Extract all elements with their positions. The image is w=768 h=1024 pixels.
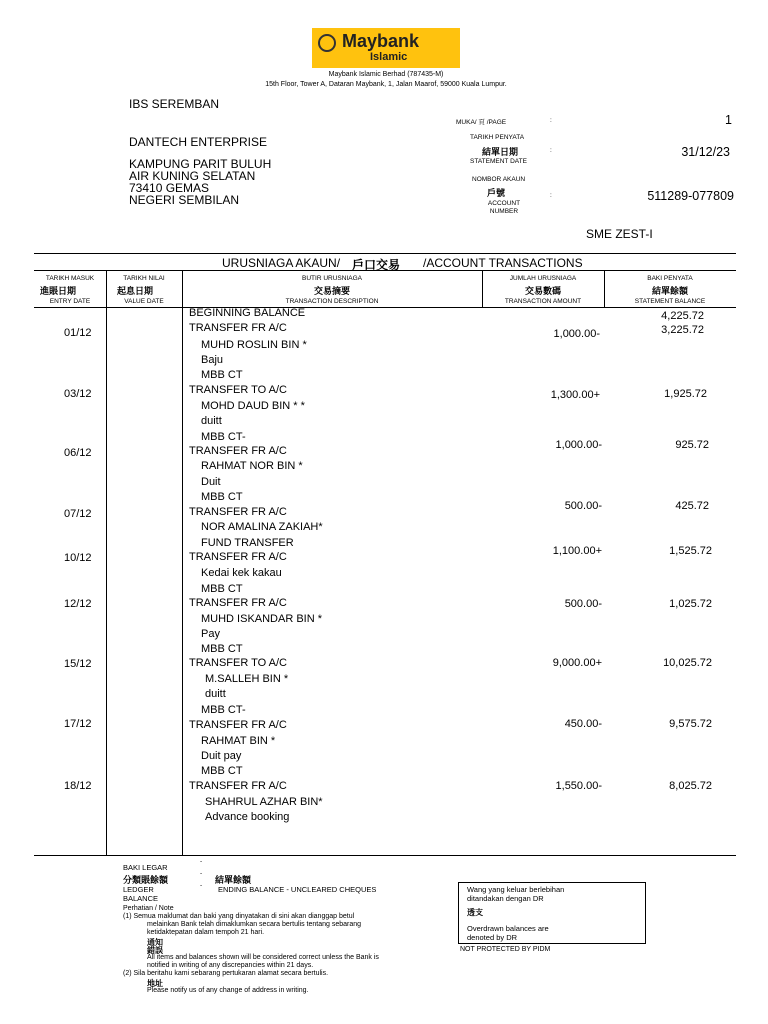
col-desc-ms: BUTIR URUSNIAGA bbox=[302, 275, 362, 282]
row-detail: RAHMAT NOR BIN * bbox=[201, 460, 303, 472]
col-amount-ms: JUMLAH URUSNIAGA bbox=[509, 275, 577, 282]
row-detail: MUHD ROSLIN BIN * bbox=[201, 339, 307, 351]
row-desc: TRANSFER FR A/C bbox=[189, 551, 287, 563]
account-label-en: ACCOUNT NUMBER bbox=[487, 200, 521, 215]
dash: - bbox=[200, 858, 203, 865]
ending-label-cn: 結單餘額 bbox=[215, 875, 252, 885]
bank-legal-name: Maybank Islamic Berhad (787435-M) bbox=[328, 71, 444, 78]
section-title-left: URUSNIAGA AKAUN/ bbox=[222, 256, 341, 270]
col-balance-en: STATEMENT BALANCE bbox=[634, 298, 706, 305]
statement-date-label-ms: TARIKH PENYATA bbox=[470, 134, 525, 141]
row-detail: Pay bbox=[201, 628, 220, 640]
column-rule bbox=[34, 307, 736, 308]
row-date: 10/12 bbox=[64, 552, 92, 564]
row-date: 15/12 bbox=[64, 658, 92, 670]
col-amount-cn: 交易數碼 bbox=[524, 286, 561, 296]
col-balance-cn: 結單餘額 bbox=[651, 286, 688, 296]
row-balance: 1,525.72 bbox=[669, 545, 712, 557]
col-desc-en: TRANSACTION DESCRIPTION bbox=[285, 298, 379, 305]
row-detail: NOR AMALINA ZAKIAH* bbox=[201, 521, 323, 533]
row-desc: TRANSFER TO A/C bbox=[189, 657, 288, 669]
row-desc: TRANSFER FR A/C bbox=[189, 445, 287, 457]
row-balance: 8,025.72 bbox=[669, 780, 712, 792]
row-detail: MUHD ISKANDAR BIN * bbox=[201, 613, 323, 625]
brand-sub: Islamic bbox=[370, 51, 408, 63]
header-rule bbox=[34, 270, 736, 271]
row-detail: MBB CT- bbox=[201, 704, 246, 716]
box-ms-b: ditandakan dengan DR bbox=[467, 894, 544, 903]
note-1-cn-b: 錯誤 bbox=[147, 946, 163, 955]
branch-name: IBS SEREMBAN bbox=[129, 97, 220, 111]
row-desc: TRANSFER FR A/C bbox=[189, 322, 287, 334]
bottom-rule bbox=[34, 855, 736, 856]
row-detail: MBB CT- bbox=[201, 431, 246, 443]
row-balance: 1,925.72 bbox=[664, 388, 707, 400]
box-en-a: Overdrawn balances are bbox=[467, 924, 549, 933]
brand-name: Maybank bbox=[342, 31, 420, 51]
row-desc: BEGINNING BALANCE bbox=[189, 307, 306, 319]
account-number: 511289-077809 bbox=[647, 189, 734, 203]
ending-balance-label: ENDING BALANCE - UNCLEARED CHEQUES bbox=[218, 885, 377, 894]
row-date: 06/12 bbox=[64, 447, 92, 459]
row-amount: 9,000.00+ bbox=[552, 657, 602, 669]
row-balance: 925.72 bbox=[675, 439, 709, 451]
row-amount: 1,000.00- bbox=[553, 328, 600, 340]
row-desc: TRANSFER FR A/C bbox=[189, 719, 287, 731]
row-date: 07/12 bbox=[64, 508, 92, 520]
row-date: 12/12 bbox=[64, 598, 92, 610]
colon: : bbox=[550, 192, 552, 199]
account-label-cn: 戶號 bbox=[487, 188, 506, 198]
row-detail: Kedai kek kakau bbox=[201, 567, 282, 579]
address-line: AIR KUNING SELATAN bbox=[129, 169, 256, 183]
dash: - bbox=[200, 870, 203, 877]
box-en-b: denoted by DR bbox=[467, 933, 518, 942]
note-2-en: Please notify us of any change of address in writing. bbox=[147, 987, 309, 994]
ledger-label-en: LEDGER bbox=[123, 885, 154, 894]
note-1-ms-a: (1) Semua maklumat dan baki yang dinyatakan di sini akan dianggap betul bbox=[123, 913, 355, 920]
row-detail: Duit pay bbox=[201, 750, 242, 762]
dash: - bbox=[200, 882, 203, 889]
row-date: 18/12 bbox=[64, 780, 92, 792]
row-balance: 10,025.72 bbox=[663, 657, 712, 669]
row-detail: duitt bbox=[201, 415, 222, 427]
bank-address: 15th Floor, Tower A, Dataran Maybank, 1, Jalan Maarof, 59000 Kuala Lumpur. bbox=[265, 81, 507, 88]
row-balance: 425.72 bbox=[675, 500, 709, 512]
col-entry-cn: 進賬日期 bbox=[40, 286, 77, 296]
col-desc-cn: 交易摘要 bbox=[313, 286, 350, 296]
divider bbox=[604, 270, 605, 308]
note-2-ms: (2) Sila beritahu kami sebarang pertukaran alamat secara bertulis. bbox=[123, 970, 329, 977]
pidm-note: NOT PROTECTED BY PIDM bbox=[460, 946, 551, 953]
tiger-icon bbox=[318, 34, 336, 52]
row-detail: MBB CT bbox=[201, 369, 243, 381]
page-number: 1 bbox=[725, 113, 732, 127]
customer-address bbox=[129, 158, 271, 206]
note-2-cn: 地址 bbox=[147, 979, 163, 988]
row-amount: 1,550.00- bbox=[555, 780, 602, 792]
ledger-label-en-2: BALANCE bbox=[123, 894, 159, 903]
box-ms-a: Wang yang keluar berlebihan bbox=[467, 885, 565, 894]
divider bbox=[106, 270, 107, 855]
row-detail: Duit bbox=[201, 476, 221, 488]
row-detail: MBB CT bbox=[201, 583, 243, 595]
divider bbox=[482, 270, 483, 308]
colon: : bbox=[550, 147, 552, 154]
section-title-cn: 戶口交易 bbox=[352, 258, 401, 272]
col-value-en: VALUE DATE bbox=[124, 298, 164, 305]
overdrawn-note-box bbox=[458, 882, 646, 944]
row-desc: TRANSFER FR A/C bbox=[189, 597, 287, 609]
row-date: 03/12 bbox=[64, 388, 92, 400]
row-amount: 450.00- bbox=[564, 718, 602, 730]
row-detail: SHAHRUL AZHAR BIN* bbox=[205, 796, 323, 808]
row-detail: MBB CT bbox=[201, 765, 243, 777]
product-name: SME ZEST-I bbox=[586, 227, 653, 241]
note-1-ms-c: ketidaktepatan dalam tempoh 21 hari. bbox=[147, 929, 265, 936]
address-line: NEGERI SEMBILAN bbox=[129, 193, 240, 207]
col-value-ms: TARIKH NILAI bbox=[123, 275, 165, 282]
address-line: KAMPUNG PARIT BULUH bbox=[129, 157, 272, 171]
row-detail: Advance booking bbox=[205, 811, 290, 823]
row-balance: 3,225.72 bbox=[661, 324, 704, 336]
row-detail: MBB CT bbox=[201, 643, 243, 655]
row-balance: 1,025.72 bbox=[669, 598, 712, 610]
row-desc: TRANSFER FR A/C bbox=[189, 780, 287, 792]
statement-date: 31/12/23 bbox=[681, 145, 730, 159]
note-1-en-b: notified in writing of any discrepancies within 21 days. bbox=[147, 962, 314, 969]
row-detail: M.SALLEH BIN * bbox=[205, 673, 289, 685]
row-date: 01/12 bbox=[64, 327, 92, 339]
row-amount: 1,000.00- bbox=[555, 439, 602, 451]
col-amount-en: TRANSACTION AMOUNT bbox=[504, 298, 582, 305]
row-detail: FUND TRANSFER bbox=[201, 537, 294, 549]
row-detail: MBB CT bbox=[201, 491, 243, 503]
row-detail: duitt bbox=[205, 688, 226, 700]
row-date: 17/12 bbox=[64, 718, 92, 730]
row-amount: 1,100.00+ bbox=[552, 545, 602, 557]
row-balance: 9,575.72 bbox=[669, 718, 712, 730]
row-desc: TRANSFER FR A/C bbox=[189, 506, 287, 518]
maybank-logo bbox=[312, 28, 460, 68]
note-1-ms-b: melainkan Bank telah dimaklumkan secara bertulis tentang sebarang bbox=[147, 921, 362, 928]
box-cn: 透支 bbox=[467, 908, 483, 917]
row-detail: RAHMAT BIN * bbox=[201, 735, 276, 747]
col-entry-ms: TARIKH MASUK bbox=[45, 275, 95, 282]
ledger-label-cn: 分類賬餘額 bbox=[123, 875, 169, 885]
top-rule bbox=[34, 253, 736, 254]
col-balance-ms: BAKI PENYATA bbox=[647, 275, 693, 282]
note-1-cn-a: 通知 bbox=[147, 938, 163, 947]
row-amount: 1,300.00+ bbox=[550, 389, 600, 401]
row-detail: Baju bbox=[201, 354, 224, 366]
address-line: 73410 GEMAS bbox=[129, 181, 210, 195]
row-amount: 500.00- bbox=[564, 500, 602, 512]
statement-date-label-cn: 結單日期 bbox=[482, 147, 519, 157]
colon: : bbox=[550, 117, 552, 124]
row-balance: 4,225.72 bbox=[661, 310, 704, 322]
section-title-right: /ACCOUNT TRANSACTIONS bbox=[423, 256, 583, 270]
account-label-ms: NOMBOR AKAUN bbox=[472, 176, 526, 183]
page-label: MUKA/ 頁 /PAGE bbox=[456, 119, 507, 126]
row-desc: TRANSFER TO A/C bbox=[189, 384, 288, 396]
divider bbox=[182, 270, 183, 855]
baki-legar-label: BAKI LEGAR bbox=[123, 863, 168, 872]
col-value-cn: 起息日期 bbox=[117, 286, 154, 296]
note-1-en-a: All items and balances shown will be considered correct unless the Bank is bbox=[147, 954, 379, 961]
row-amount: 500.00- bbox=[564, 598, 602, 610]
note-title: Perhatian / Note bbox=[123, 905, 174, 912]
customer-name: DANTECH ENTERPRISE bbox=[129, 135, 268, 149]
col-entry-en: ENTRY DATE bbox=[49, 298, 91, 305]
row-detail: MOHD DAUD BIN * * bbox=[201, 400, 305, 412]
statement-date-label-en: STATEMENT DATE bbox=[470, 158, 527, 165]
